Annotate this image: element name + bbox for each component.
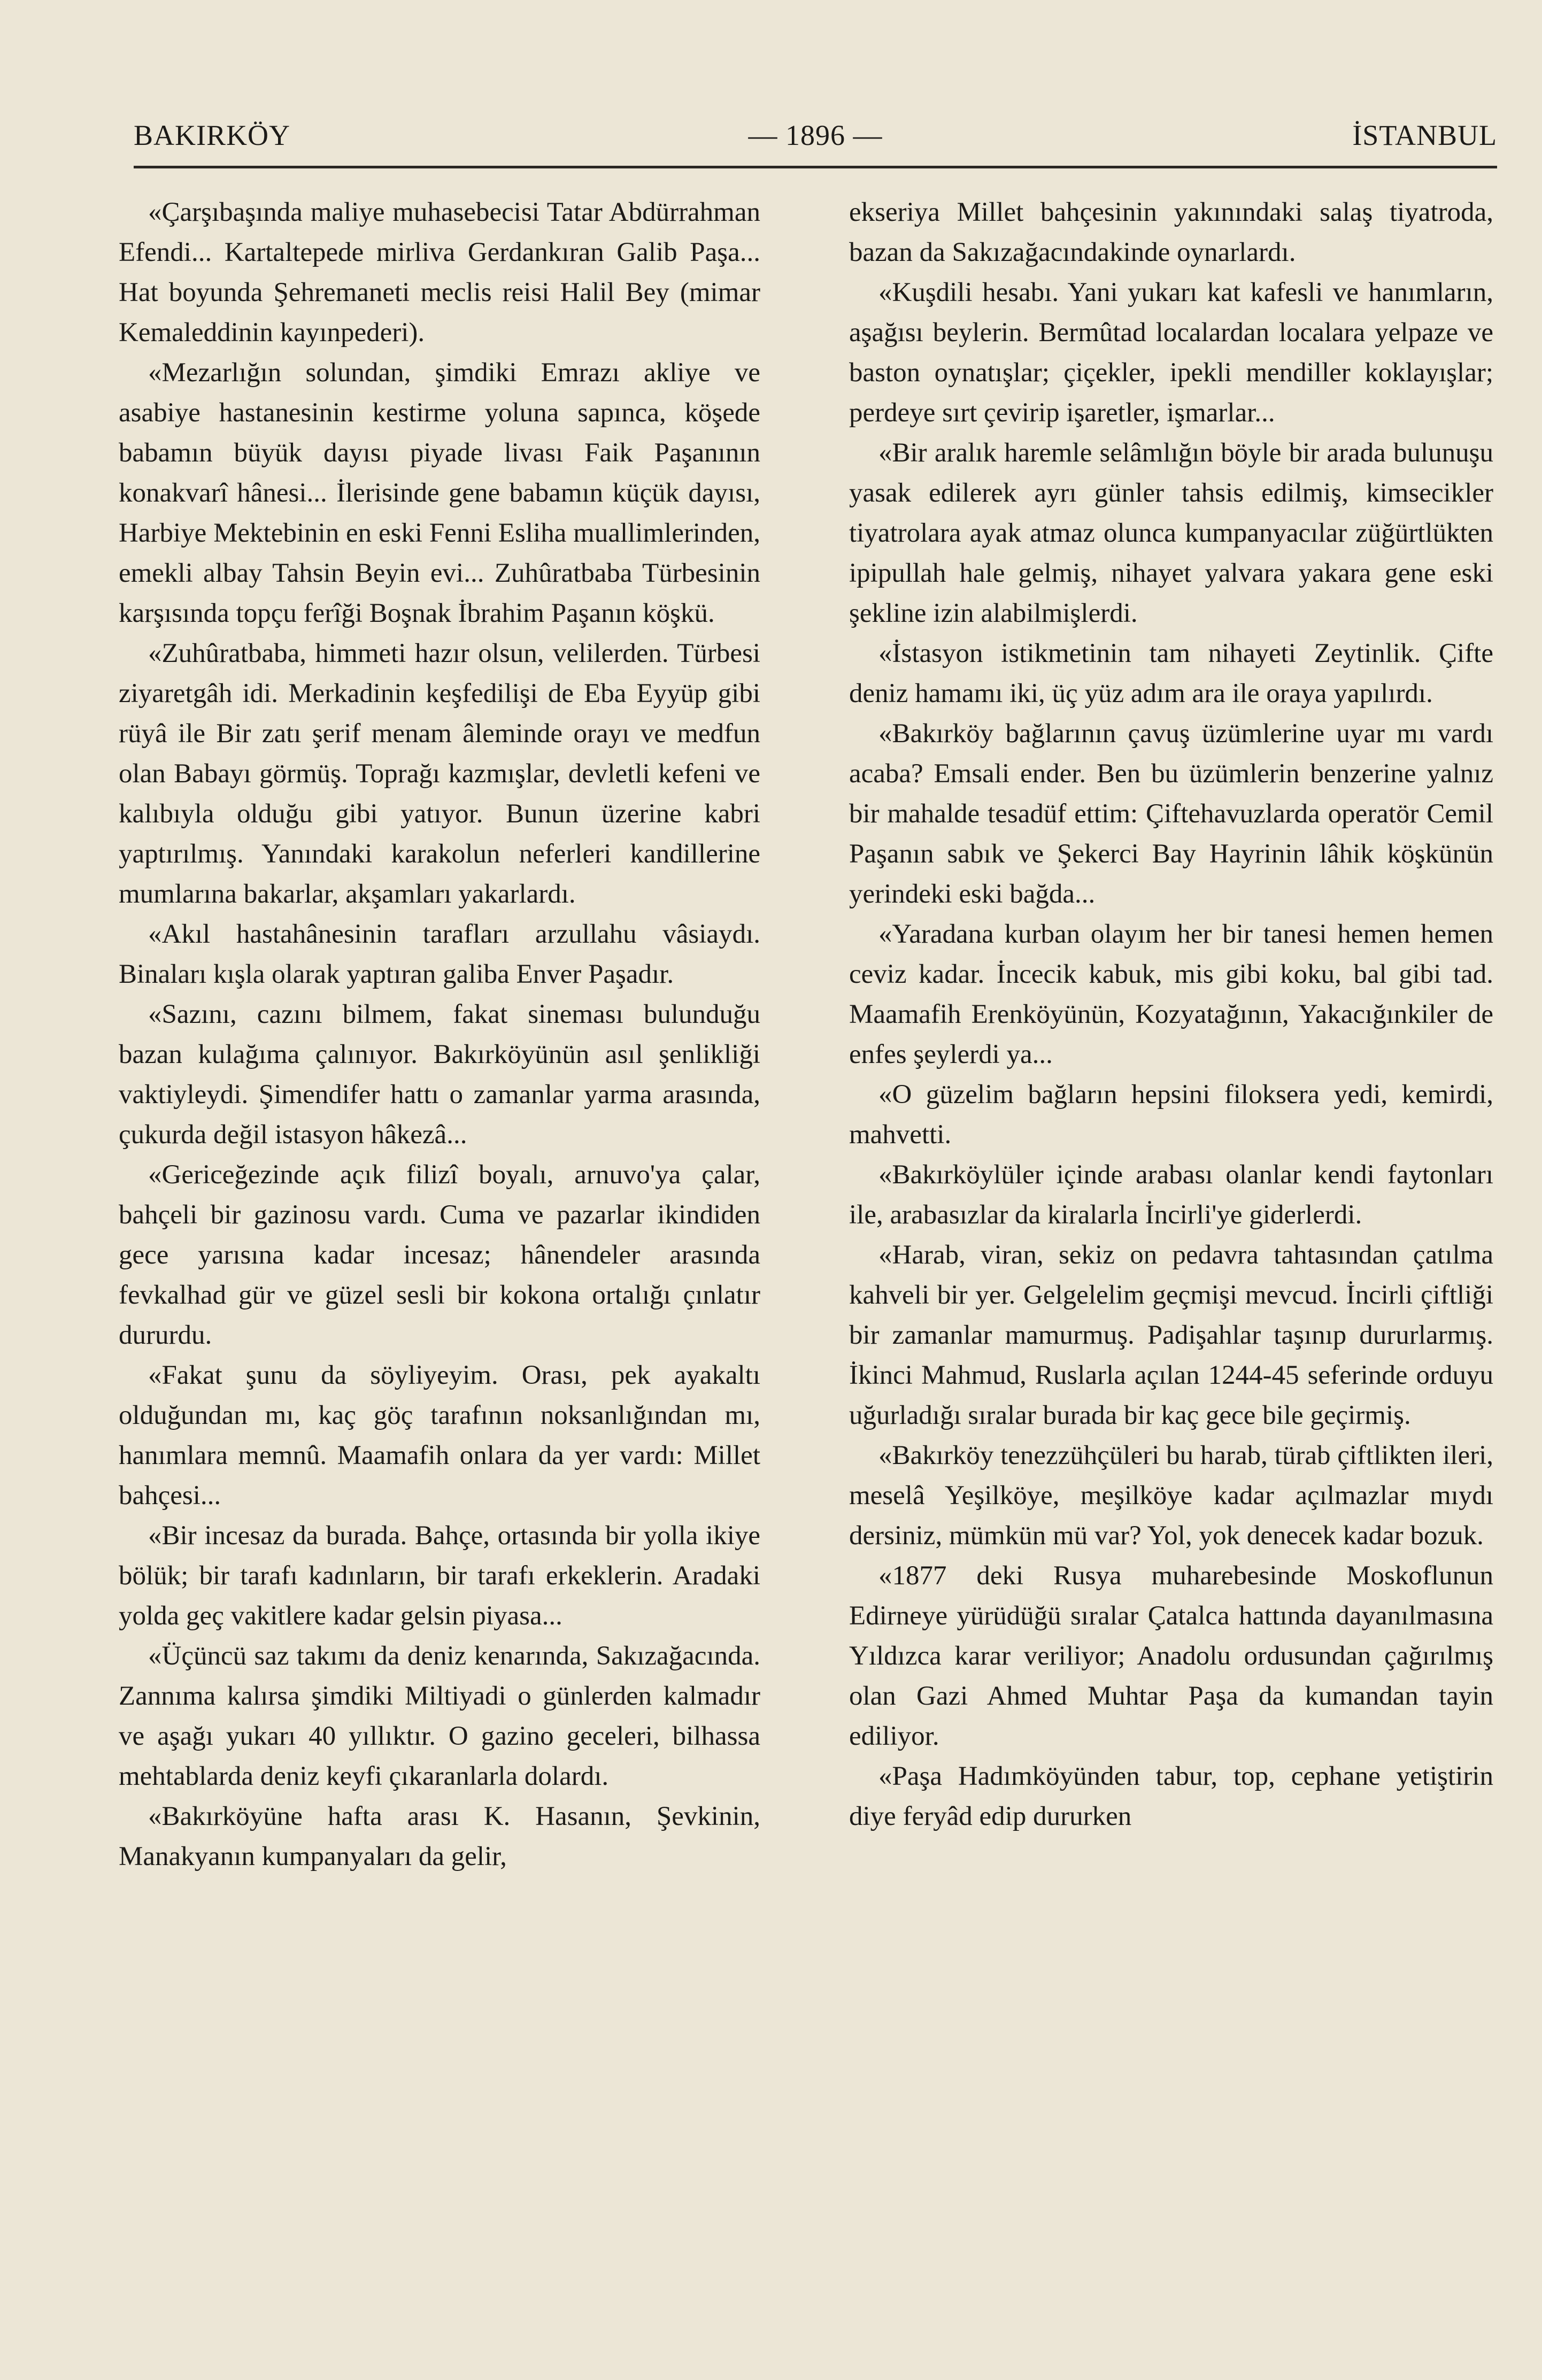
paragraph: «Çarşıbaşında maliye muhasebecisi Tatar Abdürrahman Efendi... Kartaltepede mirliva Gerdankıran Galib Paşa... Hat boyunda Şehremaneti meclis reisi Halil Bey (mimar Kemaleddinin kayınpederi). xyxy=(119,197,760,348)
paragraph: «Bakırköyüne hafta arası K. Hasanın, Şevkinin, Manakyanın kumpanyaları da gelir, xyxy=(119,1801,760,1871)
paragraph: «Yaradana kurban olayım her bir tanesi hemen hemen ceviz kadar. İncecik kabuk, mis gibi koku, bal gibi tad. Maamafih Erenköyünün, Kozyatağının, Yakacığınkiler de enfes şeylerdi ya... xyxy=(849,919,1493,1069)
paragraph: «O güzelim bağların hepsini filoksera yedi, kemirdi, mahvetti. xyxy=(849,1080,1493,1150)
header-left-title: BAKIRKÖY xyxy=(134,119,291,151)
paragraph: «Bir aralık haremle selâmlığın böyle bir arada bulunuşu yasak edilerek ayrı günler tahsis edilmiş, kimsecikler tiyatrolara ayak atmaz olunca kumpanyacılar züğürtlükten ipipullah hale gelmiş, nihayet yalvara yakara gene eski şekline izin alabilmişlerdi. xyxy=(849,438,1493,628)
paragraph: «Sazını, cazını bilmem, fakat sineması bulunduğu bazan kulağıma çalınıyor. Bakırköyünün asıl şenlikliği vaktiyleydi. Şimendifer hattı o zamanlar yarma arasında, çukurda değil istasyon hâkezâ... xyxy=(119,999,760,1150)
running-header xyxy=(134,119,1497,156)
paragraph: «Bakırköy tenezzühçüleri bu harab, türab çiftlikten ileri, meselâ Yeşilköye, meşilköye kadar açılmazlar mıydı dersiniz, mümkün mü var? Yol, yok denecek kadar bozuk. xyxy=(849,1441,1493,1551)
paragraph: «Bir incesaz da burada. Bahçe, ortasında bir yolla ikiye bölük; bir tarafı kadınların, bir tarafı erkeklerin. Aradaki yolda geç vakitlere kadar gelsin piyasa... xyxy=(119,1521,760,1631)
paragraph: «Kuşdili hesabı. Yani yukarı kat kafesli ve hanımların, aşağısı beylerin. Bermûtad localardan localara yelpaze ve baston oynatışlar; çiçekler, ipekli mendiller koklayışlar; perdeye sırt çevirip işaretler, işmarlar... xyxy=(849,278,1493,428)
paragraph: «Harab, viran, sekiz on pedavra tahtasından çatılma kahveli bir yer. Gelgelelim geçmişi mevcud. İncirli çiftliği bir zamanlar mamurmuş. Padişahlar taşınıp dururlarmış. İkinci Mahmud, Ruslarla açılan 1244-45 seferinde orduyu uğurladığı sıralar burada bir kaç gece bile geçirmiş. xyxy=(849,1240,1493,1430)
paragraph: «Gericeğezinde açık filizî boyalı, arnuvo'ya çalar, bahçeli bir gazinosu vardı. Cuma ve pazarlar ikindiden gece yarısına kadar incesaz; hânendeler arasında fevkalhad gür ve güzel sesli bir kokona ortalığı çınlatır dururdu. xyxy=(119,1160,760,1350)
left-column xyxy=(119,192,760,1877)
right-column xyxy=(849,192,1493,1837)
paragraph: «Bakırköylüler içinde arabası olanlar kendi faytonları ile, arabasızlar da kiralarla İncirli'ye giderlerdi. xyxy=(849,1160,1493,1230)
page-number: — 1896 — xyxy=(748,119,883,151)
paragraph: «Fakat şunu da söyliyeyim. Orası, pek ayakaltı olduğundan mı, kaç göç tarafının noksanlığından mı, hanımlara memnû. Maamafih onlara da yer vardı: Millet bahçesi... xyxy=(119,1360,760,1511)
paragraph: «Üçüncü saz takımı da deniz kenarında, Sakızağacında. Zannıma kalırsa şimdiki Miltiyadi o günlerden kalmadır ve aşağı yukarı 40 yıllıktır. O gazino geceleri, bilhassa mehtablarda deniz keyfi çıkaranlarla dolardı. xyxy=(119,1641,760,1791)
paragraph: ekseriya Millet bahçesinin yakınındaki salaş tiyatroda, bazan da Sakızağacındakinde oynarlardı. xyxy=(849,197,1493,267)
paragraph: «İstasyon istikmetinin tam nihayeti Zeytinlik. Çifte deniz hamamı iki, üç yüz adım ara ile oraya yapılırdı. xyxy=(849,638,1493,708)
paragraph: «Mezarlığın solundan, şimdiki Emrazı akliye ve asabiye hastanesinin kestirme yoluna sapınca, köşede babamın büyük dayısı piyade livası Faik Paşanının konakvarî hânesi... İlerisinde gene babamın küçük dayısı, Harbiye Mektebinin en eski Fenni Esliha muallimlerinden, emekli albay Tahsin Beyin evi... Zuhûratbaba Türbesinin karşısında topçu ferîği Boşnak İbrahim Paşanın köşkü. xyxy=(119,358,760,628)
paragraph: «Paşa Hadımköyünden tabur, top, cephane yetiştirin diye feryâd edip dururken xyxy=(849,1761,1493,1831)
paragraph: «Zuhûratbaba, himmeti hazır olsun, velilerden. Türbesi ziyaretgâh idi. Merkadinin keşfedilişi de Eba Eyyüp gibi rüyâ ile Bir zatı şerif menam âleminde orayı ve medfun olan Babayı görmüş. Toprağı kazmışlar, devletli kefeni ve kalıbıyla olduğu gibi yatıyor. Bunun üzerine kabri yaptırılmış. Yanındaki karakolun neferleri kandillerine mumlarına bakarlar, akşamları yakarlardı. xyxy=(119,638,760,909)
header-rule xyxy=(134,166,1497,168)
header-right-title: İSTANBUL xyxy=(1352,119,1497,151)
paragraph: «Akıl hastahânesinin tarafları arzullahu vâsiaydı. Binaları kışla olarak yaptıran galiba Enver Paşadır. xyxy=(119,919,760,989)
paragraph: «1877 deki Rusya muharebesinde Moskoflunun Edirneye yürüdüğü sıralar Çatalca hattında dayanılmasına Yıldızca karar veriliyor; Anadolu ordusundan çağırılmış olan Gazi Ahmed Muhtar Paşa da kumandan tayin ediliyor. xyxy=(849,1561,1493,1751)
paragraph: «Bakırköy bağlarının çavuş üzümlerine uyar mı vardı acaba? Emsali ender. Ben bu üzümlerin benzerine yalnız bir mahalde tesadüf ettim: Çiftehavuzlarda operatör Cemil Paşanın sabık ve Şekerci Bay Hayrinin lâhik köşkünün yerindeki eski bağda... xyxy=(849,719,1493,909)
